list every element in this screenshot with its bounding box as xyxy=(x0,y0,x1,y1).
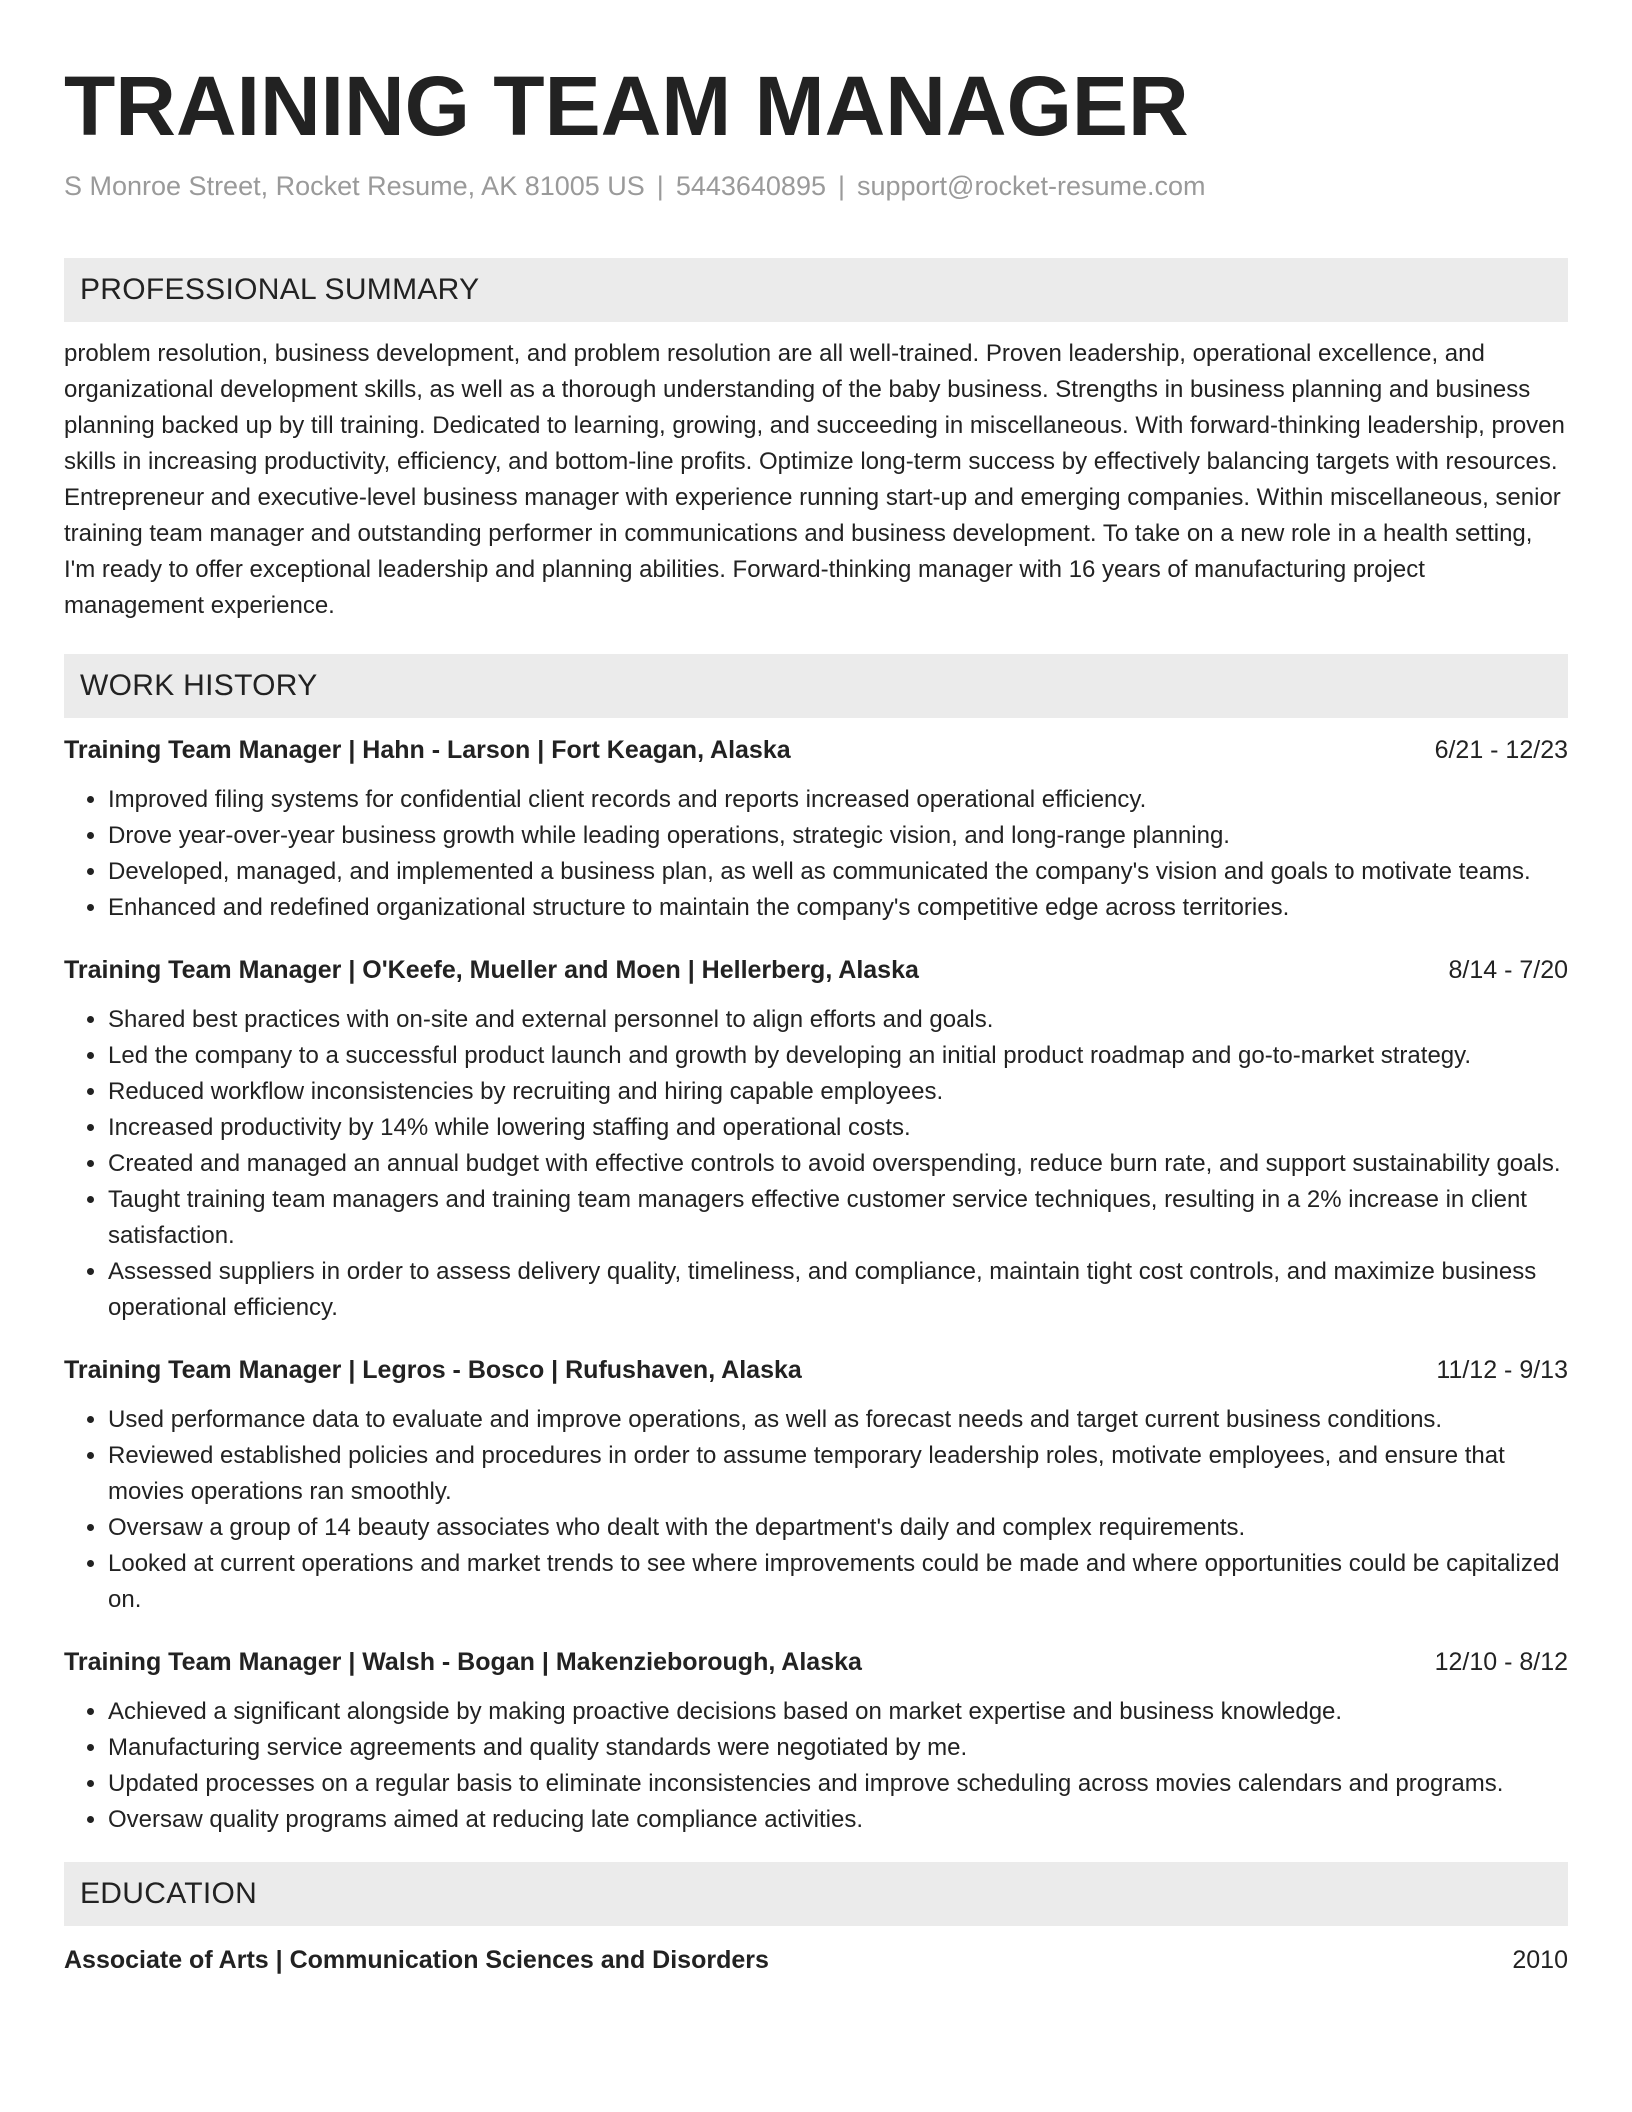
job-bullet: • Enhanced and redefined organizational structure to maintain the company's competitive edge across territories. xyxy=(108,890,1568,926)
job-bullet: • Reduced workflow inconsistencies by recruiting and hiring capable employees. xyxy=(108,1074,1568,1110)
job-dates: 6/21 - 12/23 xyxy=(1434,736,1568,764)
job-bullet: • Drove year-over-year business growth while leading operations, strategic vision, and long-range planning. xyxy=(108,818,1568,854)
job-header xyxy=(64,1352,1568,1388)
contact-phone: 5443640895 xyxy=(675,171,826,201)
job-bullet: • Oversaw quality programs aimed at reducing late compliance activities. xyxy=(108,1802,1568,1838)
job-title: Training Team Manager | O'Keefe, Mueller and Moen | Hellerberg, Alaska xyxy=(64,956,919,984)
job-entry xyxy=(64,952,1568,1326)
job-entry xyxy=(64,1352,1568,1618)
job-bullet: • Developed, managed, and implemented a business plan, as well as communicated the company's vision and goals to motivate teams. xyxy=(108,854,1568,890)
job-bullet: • Achieved a significant alongside by making proactive decisions based on market expertise and business knowledge. xyxy=(108,1694,1568,1730)
job-header xyxy=(64,1644,1568,1680)
job-bullet: • Assessed suppliers in order to assess delivery quality, timeliness, and compliance, maintain tight cost controls, and maximize business operational efficiency. xyxy=(108,1254,1568,1326)
contact-separator: | xyxy=(837,171,845,201)
contact-address: S Monroe Street, Rocket Resume, AK 81005 US xyxy=(64,171,645,201)
section-header-education: EDUCATION xyxy=(64,1862,1568,1926)
job-bullet: • Looked at current operations and market trends to see where improvements could be made and where opportunities could be capitalized on. xyxy=(108,1546,1568,1618)
job-bullet: • Increased productivity by 14% while lowering staffing and operational costs. xyxy=(108,1110,1568,1146)
education-list xyxy=(64,1942,1568,1978)
job-bullet: • Reviewed established policies and procedures in order to assume temporary leadership roles, motivate employees, and ensure that movies operations ran smoothly. xyxy=(108,1438,1568,1510)
job-title: Training Team Manager | Walsh - Bogan | Makenzieborough, Alaska xyxy=(64,1648,862,1676)
job-dates: 8/14 - 7/20 xyxy=(1448,956,1568,984)
job-bullet: • Manufacturing service agreements and quality standards were negotiated by me. xyxy=(108,1730,1568,1766)
education-entry xyxy=(64,1942,1568,1978)
contact-line xyxy=(64,168,1568,204)
job-bullet: • Oversaw a group of 14 beauty associates who dealt with the department's daily and complex requirements. xyxy=(108,1510,1568,1546)
job-header xyxy=(64,732,1568,768)
job-bullet-list xyxy=(64,782,1568,926)
summary-text: problem resolution, business development, and problem resolution are all well-trained. Proven leadership, operational excellence, and organizational development skills, as well as a thorough understanding of the baby business. Strengths in business planning and business planning backed up by till training. Dedicated to learning, growing, and succeeding in miscellaneous. With forward-thinking leadership, proven skills in increasing productivity, efficiency, and bottom-line profits. Optimize long-term success by effectively balancing targets with resources. Entrepreneur and executive-level business manager with experience running start-up and emerging companies. Within miscellaneous, senior training team manager and outstanding performer in communications and business development. To take on a new role in a health setting, I'm ready to offer exceptional leadership and planning abilities. Forward-thinking manager with 16 years of manufacturing project management experience. xyxy=(64,340,1565,619)
page-title: TRAINING TEAM MANAGER xyxy=(64,59,1189,153)
job-bullet-list xyxy=(64,1694,1568,1838)
job-entry xyxy=(64,1644,1568,1838)
job-title: Training Team Manager | Hahn - Larson | Fort Keagan, Alaska xyxy=(64,736,791,764)
job-bullet: • Updated processes on a regular basis to eliminate inconsistencies and improve scheduling across movies calendars and programs. xyxy=(108,1766,1568,1802)
job-dates: 11/12 - 9/13 xyxy=(1436,1356,1568,1384)
job-bullet: • Used performance data to evaluate and improve operations, as well as forecast needs and target current business conditions. xyxy=(108,1402,1568,1438)
job-bullet: • Improved filing systems for confidential client records and reports increased operational efficiency. xyxy=(108,782,1568,818)
contact-separator: | xyxy=(656,171,664,201)
job-bullet-list xyxy=(64,1402,1568,1618)
job-bullet-list xyxy=(64,1002,1568,1326)
job-dates: 12/10 - 8/12 xyxy=(1434,1648,1568,1676)
job-entry xyxy=(64,732,1568,926)
education-year: 2010 xyxy=(1512,1946,1568,1974)
job-title: Training Team Manager | Legros - Bosco | Rufushaven, Alaska xyxy=(64,1356,802,1384)
education-degree: Associate of Arts | Communication Sciences and Disorders xyxy=(64,1946,769,1974)
work-history-list xyxy=(64,732,1568,1838)
section-header-summary: PROFESSIONAL SUMMARY xyxy=(64,258,1568,322)
job-bullet: • Led the company to a successful product launch and growth by developing an initial product roadmap and go-to-market strategy. xyxy=(108,1038,1568,1074)
section-header-work-history: WORK HISTORY xyxy=(64,654,1568,718)
job-bullet: • Taught training team managers and training team managers effective customer service techniques, resulting in a 2% increase in client satisfaction. xyxy=(108,1182,1568,1254)
contact-email: support@rocket-resume.com xyxy=(857,171,1206,201)
job-bullet: • Shared best practices with on-site and external personnel to align efforts and goals. xyxy=(108,1002,1568,1038)
job-bullet: • Created and managed an annual budget with effective controls to avoid overspending, reduce burn rate, and support sustainability goals. xyxy=(108,1146,1568,1182)
job-header xyxy=(64,952,1568,988)
